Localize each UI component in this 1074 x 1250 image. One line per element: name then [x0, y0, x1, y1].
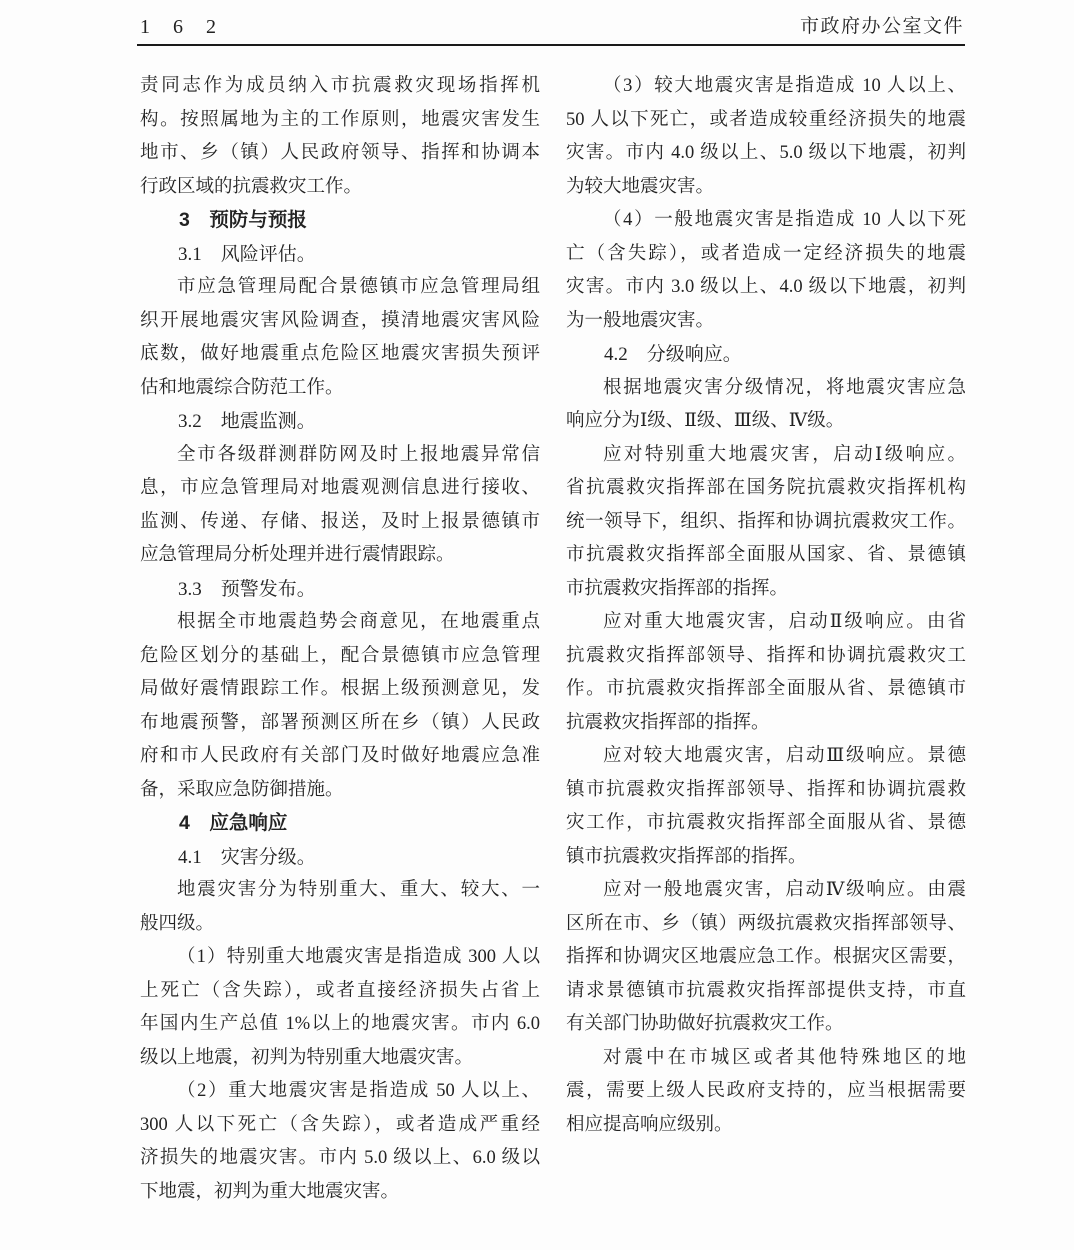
text-line: 响应分为Ⅰ级、Ⅱ级、Ⅲ级、Ⅳ级。 [566, 411, 845, 431]
text-line: 布地震预警，部署预测区所在乡（镇）人民政 [140, 712, 540, 733]
text-line: 估和地震综合防范工作。 [140, 377, 344, 398]
text-line: 省抗震救灾指挥部在国务院抗震救灾指挥机构 [566, 478, 966, 498]
text-line: 灾害。市内 3.0 级以上、4.0 级以下地震，初判 [566, 277, 966, 297]
text-line: 应对一般地震灾害，启动Ⅳ级响应。由震 [603, 880, 966, 900]
text-line: 抗震救灾指挥部的指挥。 [566, 712, 770, 733]
text-line: 区所在市、乡（镇）两级抗震救灾指挥部领导、 [566, 913, 966, 934]
text-line: 抗震救灾指挥部领导、指挥和协调抗震救灾工 [566, 645, 966, 666]
text-line: 镇市抗震救灾指挥部领导、指挥和协调抗震救 [566, 779, 966, 800]
text-line: 有关部门协助做好抗震救灾工作。 [566, 1014, 844, 1034]
text-line: 对震中在市城区或者其他特殊地区的地 [603, 1047, 966, 1068]
text-line: 市抗震救灾指挥部的指挥。 [566, 578, 789, 599]
text-line: 应对特别重大地震灾害，启动Ⅰ级响应。 [603, 444, 966, 465]
text-line: 级以上地震，初判为特别重大地震灾害。 [140, 1047, 474, 1068]
text-line: 应急管理局分析处理并进行震情跟踪。 [140, 545, 455, 565]
text-line: 下地震，初判为重大地震灾害。 [140, 1181, 400, 1202]
text-line: 灾害。市内 4.0 级以上、5.0 级以下地震，初判 [566, 143, 966, 163]
text-line: 统一领导下，组织、指挥和协调抗震救灾工作。 [566, 511, 966, 532]
text-line: 地市、乡（镇）人民政府领导、指挥和协调本 [140, 143, 540, 163]
text-line: 责同志作为成员纳入市抗震救灾现场指挥机 [140, 76, 540, 96]
text-line: 震，需要上级人民政府支持的，应当根据需要 [566, 1081, 966, 1101]
section-heading: 4 应急响应 [179, 812, 288, 834]
text-line: 为较大地震灾害。 [566, 176, 715, 197]
text-line: 镇市抗震救灾指挥部的指挥。 [566, 846, 807, 867]
text-line: 市抗震救灾指挥部全面服从国家、省、景德镇 [566, 545, 966, 565]
text-line: 50 人以下死亡，或者造成较重经济损失的地震 [566, 109, 966, 130]
subsection-heading: 3.2 地震监测。 [178, 411, 316, 432]
subsection-heading: 4.1 灾害分级。 [178, 846, 316, 868]
page-header [140, 14, 964, 40]
content-columns [140, 62, 966, 1209]
subsection-heading: 3.3 预警发布。 [178, 578, 316, 600]
text-line: 行政区域的抗震救灾工作。 [140, 176, 363, 197]
header-rule [137, 44, 965, 46]
text-line: 年国内生产总值 1%以上的地震灾害。市内 6.0 [140, 1014, 540, 1034]
subsection-heading: 4.2 分级响应。 [604, 344, 742, 365]
text-line: 亡（含失踪），或者造成一定经济损失的地震 [566, 243, 966, 264]
text-line: 相应提高响应级别。 [566, 1114, 733, 1135]
text-line: 根据全市地震趋势会商意见，在地震重点 [177, 612, 540, 632]
text-line: 请求景德镇市抗震救灾指挥部提供支持，市直 [566, 980, 966, 1001]
text-line: 指挥和协调灾区地震应急工作。根据灾区需要， [566, 947, 966, 967]
header-document-label: 市政府办公室文件 [799, 16, 964, 37]
text-line: 般四级。 [140, 913, 215, 934]
text-line: 地震灾害分为特别重大、重大、较大、一 [177, 880, 540, 900]
section-heading: 3 预防与预报 [179, 209, 307, 231]
page-number: 1 6 2 [140, 16, 225, 38]
text-line: 监测、传递、存储、报送，及时上报景德镇市 [140, 511, 540, 532]
text-line: 市应急管理局配合景德镇市应急管理局组 [177, 277, 540, 297]
text-line: 构。按照属地为主的工作原则，地震灾害发生 [140, 109, 540, 130]
text-line: 应对较大地震灾害，启动Ⅲ级响应。景德 [603, 746, 966, 766]
text-line: 府和市人民政府有关部门及时做好地震应急准 [140, 746, 540, 766]
text-line: 织开展地震灾害风险调查，摸清地震灾害风险 [140, 310, 540, 331]
text-line: 息，市应急管理局对地震观测信息进行接收、 [140, 478, 540, 498]
column-left [140, 62, 540, 1209]
text-line: （3）较大地震灾害是指造成 10 人以上、 [603, 76, 966, 96]
text-line: 根据地震灾害分级情况，将地震灾害应急 [603, 377, 966, 398]
text-line: 济损失的地震灾害。市内 5.0 级以上、6.0 级以 [140, 1148, 540, 1168]
text-line: （4）一般地震灾害是指造成 10 人以下死 [603, 210, 966, 230]
text-line: （1）特别重大地震灾害是指造成 300 人以 [177, 947, 540, 967]
text-line: （2）重大地震灾害是指造成 50 人以上、 [177, 1081, 540, 1101]
text-line: 底数，做好地震重点危险区地震灾害损失预评 [140, 344, 540, 364]
text-line: 局做好震情跟踪工作。根据上级预测意见，发 [140, 679, 540, 699]
column-right [566, 62, 966, 1209]
text-line: 应对重大地震灾害，启动Ⅱ级响应。由省 [603, 612, 966, 632]
subsection-heading: 3.1 风险评估。 [178, 243, 316, 265]
text-line: 上死亡（含失踪），或者直接经济损失占省上 [140, 980, 540, 1001]
text-line: 全市各级群测群防网及时上报地震异常信 [177, 444, 540, 465]
text-line: 为一般地震灾害。 [566, 310, 715, 331]
text-line: 灾工作，市抗震救灾指挥部全面服从省、景德 [566, 813, 966, 833]
text-line: 作。市抗震救灾指挥部全面服从省、景德镇市 [566, 679, 966, 699]
text-line: 危险区划分的基础上，配合景德镇市应急管理 [140, 645, 540, 666]
text-line: 300 人以下死亡（含失踪），或者造成严重经 [140, 1114, 540, 1135]
text-line: 备，采取应急防御措施。 [140, 779, 344, 800]
